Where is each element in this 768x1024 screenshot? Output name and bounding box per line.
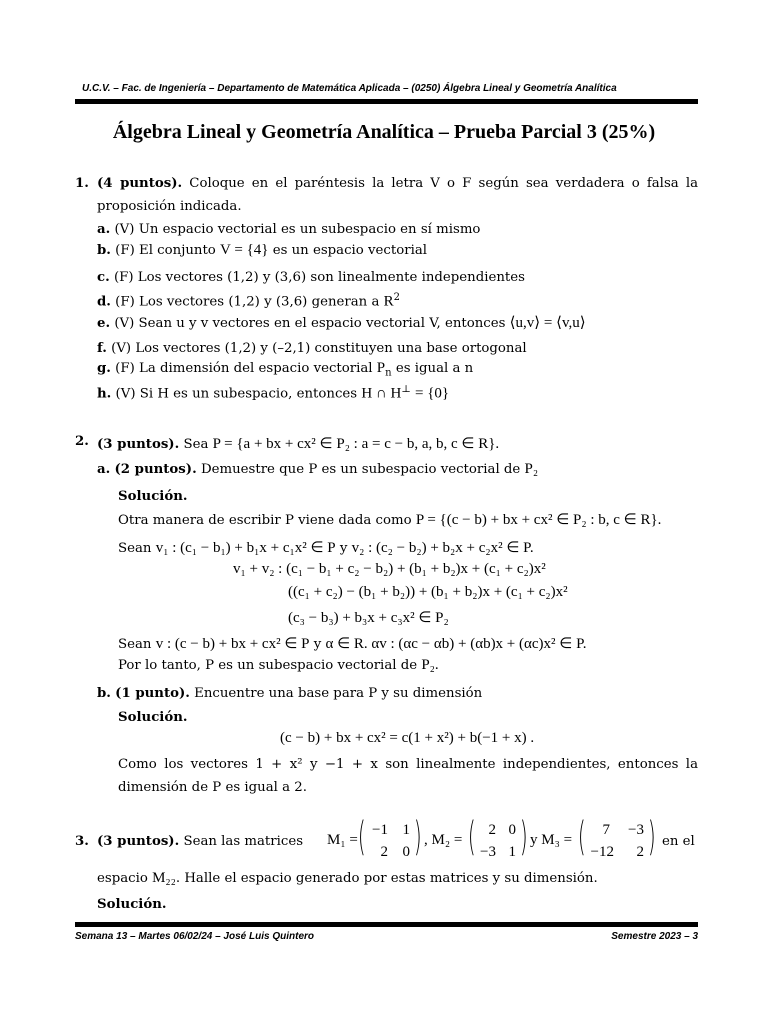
matrix-m3-cell: 2	[636, 844, 644, 860]
q3-number: 3.	[75, 834, 89, 849]
q2-number: 2.	[75, 434, 89, 449]
q2b-paragraph-1: Como los vectores 1 + x² y −1 + x son linealmente independientes, entonces la	[118, 757, 698, 772]
matrix-m1-cell: 1	[402, 822, 410, 838]
q1-item-a: a. (V) Un espacio vectorial es un subespacio en sí mismo	[97, 222, 481, 237]
footer-right: Semestre 2023 – 3	[611, 931, 698, 942]
matrix-m2-cell: 0	[508, 822, 516, 838]
q2-statement: (3 puntos). Sea P = {a + bx + cx² ∈ P₂ : a = c − b, a, b, c ∈ R}.	[97, 436, 500, 452]
q1-points: (4 puntos).	[97, 176, 183, 191]
matrix-m3: ( 7 −3 −12 2 )	[577, 814, 656, 860]
q2a-line-4: Por lo tanto, P es un subespacio vectorial de P₂.	[118, 657, 439, 673]
q3-solution-label: Solución.	[97, 897, 167, 912]
q2a-line-1: Otra manera de escribir P viene dada como P = {(c − b) + bx + cx² ∈ P₂ : b, c ∈ R}.	[118, 512, 662, 528]
q1-item-e: e. (V) Sean u y v vectores en el espacio vectorial V, entonces ⟨u,v⟩ = ⟨v,u⟩	[97, 315, 586, 331]
q2a-solution-label: Solución.	[118, 489, 188, 504]
q2b-solution-label: Solución.	[118, 710, 188, 725]
footer-left: Semana 13 – Martes 06/02/24 – José Luis Quintero	[75, 931, 315, 942]
q2a-equation-1: v₁ + v₂ : (c₁ − b₁ + c₂ − b₂) + (b₁ + b₂)x + (c₁ + c₂)x²	[233, 561, 546, 577]
q1-item-h: h. (V) Si H es un subespacio, entonces H ∩ H⊥ = {0}	[97, 384, 450, 402]
q3-line-2: espacio M₂₂. Halle el espacio generado por estas matrices y su dimensión.	[97, 870, 598, 886]
q2a-equation-3: (c₃ − b₃) + b₃x + c₃x² ∈ P₂	[288, 610, 449, 626]
q1-text-1: Coloque en el paréntesis la letra V o F según sea verdadera o falsa la	[189, 176, 699, 191]
matrix-m3-cell: −12	[590, 844, 614, 860]
q1-number: 1.	[75, 176, 89, 191]
header-rule	[75, 99, 698, 104]
q1-item-f: f. (V) Los vectores (1,2) y (–2,1) constituyen una base ortogonal	[97, 341, 527, 356]
q2b-equation: (c − b) + bx + cx² = c(1 + x²) + b(−1 + x) .	[280, 730, 535, 746]
q1-text-2: proposición indicada.	[97, 199, 242, 214]
footer-rule	[75, 922, 698, 927]
q2a-line-2: Sean v₁ : (c₁ − b₁) + b₁x + c₁x² ∈ P y v₂ : (c₂ − b₂) + b₂x + c₂x² ∈ P.	[118, 540, 534, 556]
q3-lead-end: en el	[662, 834, 695, 849]
matrix-m2-cell: 1	[508, 844, 516, 860]
q2a-line-3: Sean v : (c − b) + bx + cx² ∈ P y α ∈ R. αv : (αc − αb) + (αb)x + (αc)x² ∈ P.	[118, 636, 587, 652]
q3-m2-label: , M₂ =	[424, 832, 463, 848]
q1-item-c: c. (F) Los vectores (1,2) y (3,6) son linealmente independientes	[97, 270, 525, 285]
q2a-statement: a. (2 puntos). Demuestre que P es un subespacio vectorial de P₂	[97, 461, 539, 477]
matrix-m2: ( 2 0 −3 1 )	[467, 814, 528, 860]
q2b-paragraph-2: dimensión de P es igual a 2.	[118, 780, 307, 795]
page-title: Álgebra Lineal y Geometría Analítica – Prueba Parcial 3 (25%)	[112, 121, 656, 143]
q1-item-g: g. (F) La dimensión del espacio vectorial $P_n$ es igual a n	[97, 360, 474, 379]
matrix-m2-cell: 2	[488, 822, 496, 838]
q2b-statement: b. (1 punto). Encuentre una base para P y su dimensión	[97, 686, 483, 701]
matrix-m1: ( −1 1 2 0 )	[357, 814, 422, 860]
matrix-m1-cell: 0	[402, 844, 410, 860]
matrix-m3-cell: −3	[628, 822, 644, 838]
matrix-m3-cell: 7	[602, 822, 610, 838]
q3-m3-label: y M₃ =	[530, 832, 573, 848]
matrix-m1-cell: −1	[372, 822, 388, 838]
q2a-equation-2: ((c₁ + c₂) − (b₁ + b₂)) + (b₁ + b₂)x + (c₁ + c₂)x²	[288, 584, 568, 600]
page-header: U.C.V. – Fac. de Ingeniería – Departamento de Matemática Aplicada – (0250) Álgebra Lineal y Geometría Analítica	[82, 83, 617, 94]
q1-item-d: d. (F) Los vectores (1,2) y (3,6) generan a $R^2$	[97, 292, 401, 310]
q1-item-b: b. (F) El conjunto V = {4} es un espacio vectorial	[97, 242, 428, 258]
q3-m1-label: M₁ =	[327, 832, 358, 848]
q3-lead: (3 puntos). Sean las matrices	[97, 834, 304, 849]
matrix-m1-cell: 2	[380, 844, 388, 860]
matrix-m2-cell: −3	[480, 844, 496, 860]
